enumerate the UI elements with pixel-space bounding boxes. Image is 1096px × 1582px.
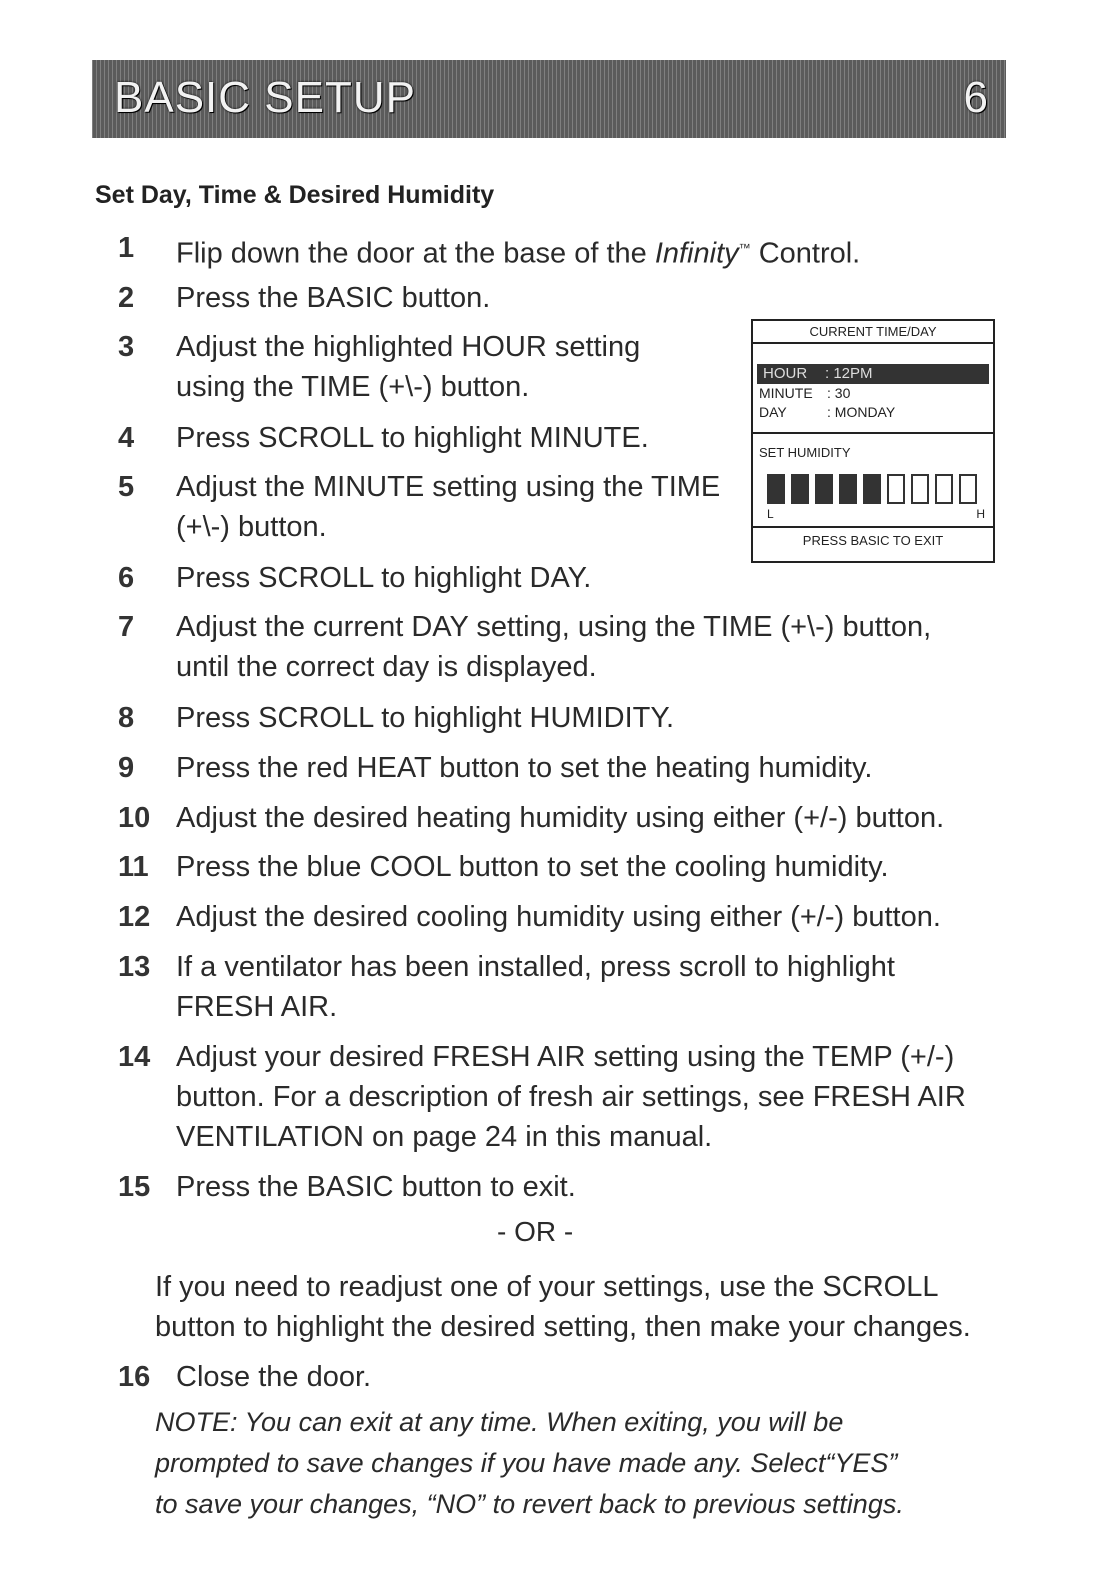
humidity-segment-filled bbox=[815, 474, 833, 504]
display-header: CURRENT TIME/DAY bbox=[753, 321, 993, 344]
note-line-1: NOTE: You can exit at any time. When exiting, you will be bbox=[155, 1407, 844, 1437]
step-number: 16 bbox=[118, 1361, 151, 1393]
step-text: Press SCROLL to highlight HUMIDITY. bbox=[176, 702, 675, 734]
step-text: Press the BASIC button to exit. bbox=[176, 1171, 576, 1203]
minute-value: : 30 bbox=[827, 385, 851, 401]
section-banner bbox=[92, 60, 1006, 138]
humidity-level-bar bbox=[767, 474, 989, 506]
step-number: 4 bbox=[118, 422, 135, 454]
step-number: 11 bbox=[118, 851, 149, 883]
readjust-text-line-1: If you need to readjust one of your settings, use the SCROLL bbox=[155, 1271, 939, 1303]
step-number: 12 bbox=[118, 901, 151, 933]
display-day-row bbox=[759, 404, 895, 420]
step-number: 10 bbox=[118, 802, 151, 834]
set-humidity-label: SET HUMIDITY bbox=[759, 445, 851, 460]
humidity-high-label: H bbox=[976, 507, 985, 521]
note-line-2: prompted to save changes if you have made any. Select“YES” bbox=[155, 1448, 898, 1478]
humidity-low-label: L bbox=[767, 507, 774, 521]
step-text: Press SCROLL to highlight DAY. bbox=[176, 562, 592, 594]
step-text-cont: button. For a description of fresh air settings, see FRESH AIR bbox=[176, 1081, 966, 1113]
step-text: Adjust the MINUTE setting using the TIME bbox=[176, 471, 721, 503]
step-text: Adjust your desired FRESH AIR setting using the TEMP (+/-) bbox=[176, 1041, 955, 1073]
day-label: DAY bbox=[759, 404, 787, 420]
step-number: 15 bbox=[118, 1171, 151, 1203]
step-text-cont: (+\-) button. bbox=[176, 511, 327, 543]
note-line-3: to save your changes, “NO” to revert back to previous settings. bbox=[155, 1489, 904, 1519]
page-number: 6 bbox=[963, 73, 988, 122]
step-text: Press the blue COOL button to set the cooling humidity. bbox=[176, 851, 889, 883]
step-number: 13 bbox=[118, 951, 151, 983]
humidity-segment-filled bbox=[791, 474, 809, 504]
step-number: 6 bbox=[118, 562, 135, 594]
step-number: 9 bbox=[118, 752, 135, 784]
step-text: Adjust the desired cooling humidity using either (+/-) button. bbox=[176, 901, 941, 933]
humidity-segment-filled bbox=[839, 474, 857, 504]
step-number: 3 bbox=[118, 331, 135, 363]
note bbox=[155, 1402, 904, 1525]
step-text: Close the door. bbox=[176, 1361, 372, 1393]
step-text: Flip down the door at the base of the Infinity™ Control. bbox=[176, 237, 861, 270]
step-text: Adjust the current DAY setting, using the TIME (+\-) button, bbox=[176, 611, 932, 643]
step-text: Press the BASIC button. bbox=[176, 282, 491, 314]
thermostat-display bbox=[751, 319, 995, 563]
humidity-segment-empty bbox=[887, 474, 905, 504]
humidity-segment-empty bbox=[935, 474, 953, 504]
hour-value: : 12PM bbox=[825, 365, 873, 382]
step-text: Press SCROLL to highlight MINUTE. bbox=[176, 422, 649, 454]
step-text: Adjust the desired heating humidity using either (+/-) button. bbox=[176, 802, 945, 834]
display-divider bbox=[753, 432, 993, 434]
display-divider bbox=[753, 526, 993, 528]
section-heading: Set Day, Time & Desired Humidity bbox=[95, 181, 495, 209]
day-value: : MONDAY bbox=[827, 404, 896, 420]
step-number: 14 bbox=[118, 1041, 151, 1073]
step-text: Adjust the highlighted HOUR setting bbox=[176, 331, 641, 363]
humidity-segment-filled bbox=[767, 474, 785, 504]
display-minute-row bbox=[759, 385, 850, 401]
step-number: 1 bbox=[118, 232, 135, 264]
step-text-cont: until the correct day is displayed. bbox=[176, 651, 597, 683]
minute-label: MINUTE bbox=[759, 385, 813, 401]
readjust-text-line-2: button to highlight the desired setting, then make your changes. bbox=[155, 1311, 971, 1343]
display-hour-row-highlighted bbox=[757, 364, 989, 384]
banner-title: BASIC SETUP bbox=[114, 73, 416, 122]
brand-name: Infinity bbox=[654, 237, 739, 270]
step-number: 2 bbox=[118, 282, 135, 314]
step-number: 8 bbox=[118, 702, 135, 734]
step-text: If a ventilator has been installed, press scroll to highlight bbox=[176, 951, 895, 983]
step-text-cont: FRESH AIR. bbox=[176, 991, 338, 1023]
hour-label: HOUR bbox=[763, 365, 808, 382]
humidity-segment-filled bbox=[863, 474, 881, 504]
step-text-cont: using the TIME (+\-) button. bbox=[176, 371, 530, 403]
step-text-cont: VENTILATION on page 24 in this manual. bbox=[176, 1121, 713, 1153]
step-number: 5 bbox=[118, 471, 135, 503]
display-footer: PRESS BASIC TO EXIT bbox=[802, 533, 944, 548]
humidity-segment-empty bbox=[911, 474, 929, 504]
humidity-segment-empty bbox=[959, 474, 977, 504]
trademark-mark: ™ bbox=[738, 241, 751, 255]
or-separator: - OR - bbox=[497, 1216, 574, 1247]
step-number: 7 bbox=[118, 611, 135, 643]
step-text: Press the red HEAT button to set the heating humidity. bbox=[176, 752, 873, 784]
